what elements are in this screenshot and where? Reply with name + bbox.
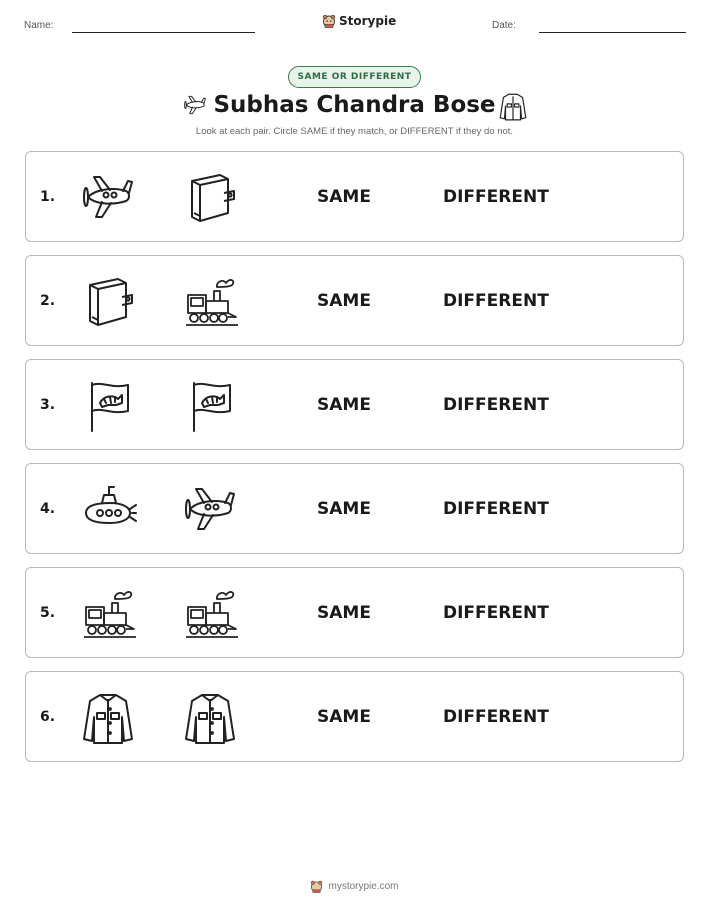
train-icon	[78, 583, 138, 643]
uniform-jacket-icon	[180, 687, 240, 747]
different-option[interactable]: DIFFERENT	[443, 602, 549, 623]
same-option[interactable]: SAME	[317, 602, 371, 623]
submarine-icon	[78, 479, 138, 539]
date-line[interactable]	[539, 32, 686, 33]
question-number: 5.	[40, 604, 56, 621]
uniform-jacket-title-icon	[497, 90, 529, 122]
page-title: Subhas Chandra Bose	[213, 92, 496, 118]
tiger-flag-icon	[180, 375, 240, 435]
tiger-flag-icon	[78, 375, 138, 435]
different-option[interactable]: DIFFERENT	[443, 290, 549, 311]
same-option[interactable]: SAME	[317, 498, 371, 519]
question-number: 4.	[40, 500, 56, 517]
question-row	[25, 463, 684, 554]
question-number: 2.	[40, 292, 56, 309]
question-number: 1.	[40, 188, 56, 205]
question-number: 6.	[40, 708, 56, 725]
question-row	[25, 671, 684, 762]
storypie-mascot-icon	[310, 880, 323, 893]
question-row	[25, 567, 684, 658]
uniform-jacket-icon	[78, 687, 138, 747]
question-row	[25, 151, 684, 242]
same-option[interactable]: SAME	[317, 706, 371, 727]
book-icon	[78, 271, 138, 331]
train-icon	[180, 583, 240, 643]
storypie-mascot-icon	[322, 14, 336, 28]
instructions: Look at each pair. Circle SAME if they match, or DIFFERENT if they do not.	[195, 126, 514, 137]
brand-name: Storypie	[339, 14, 397, 28]
question-row	[25, 255, 684, 346]
airplane-icon	[78, 167, 138, 227]
book-icon	[180, 167, 240, 227]
brand-logo	[322, 14, 396, 28]
different-option[interactable]: DIFFERENT	[443, 706, 549, 727]
same-option[interactable]: SAME	[317, 290, 371, 311]
different-option[interactable]: DIFFERENT	[443, 394, 549, 415]
question-number: 3.	[40, 396, 56, 413]
question-row	[25, 359, 684, 450]
same-option[interactable]: SAME	[317, 186, 371, 207]
date-label: Date:	[492, 20, 516, 31]
different-option[interactable]: DIFFERENT	[443, 186, 549, 207]
footer	[0, 880, 709, 893]
different-option[interactable]: DIFFERENT	[443, 498, 549, 519]
same-option[interactable]: SAME	[317, 394, 371, 415]
name-label: Name:	[24, 20, 54, 31]
worksheet-type-badge: SAME OR DIFFERENT	[288, 66, 421, 88]
airplane-icon	[180, 479, 240, 539]
name-line[interactable]	[72, 32, 255, 33]
footer-url[interactable]: mystorypie.com	[328, 881, 399, 892]
train-icon	[180, 271, 240, 331]
